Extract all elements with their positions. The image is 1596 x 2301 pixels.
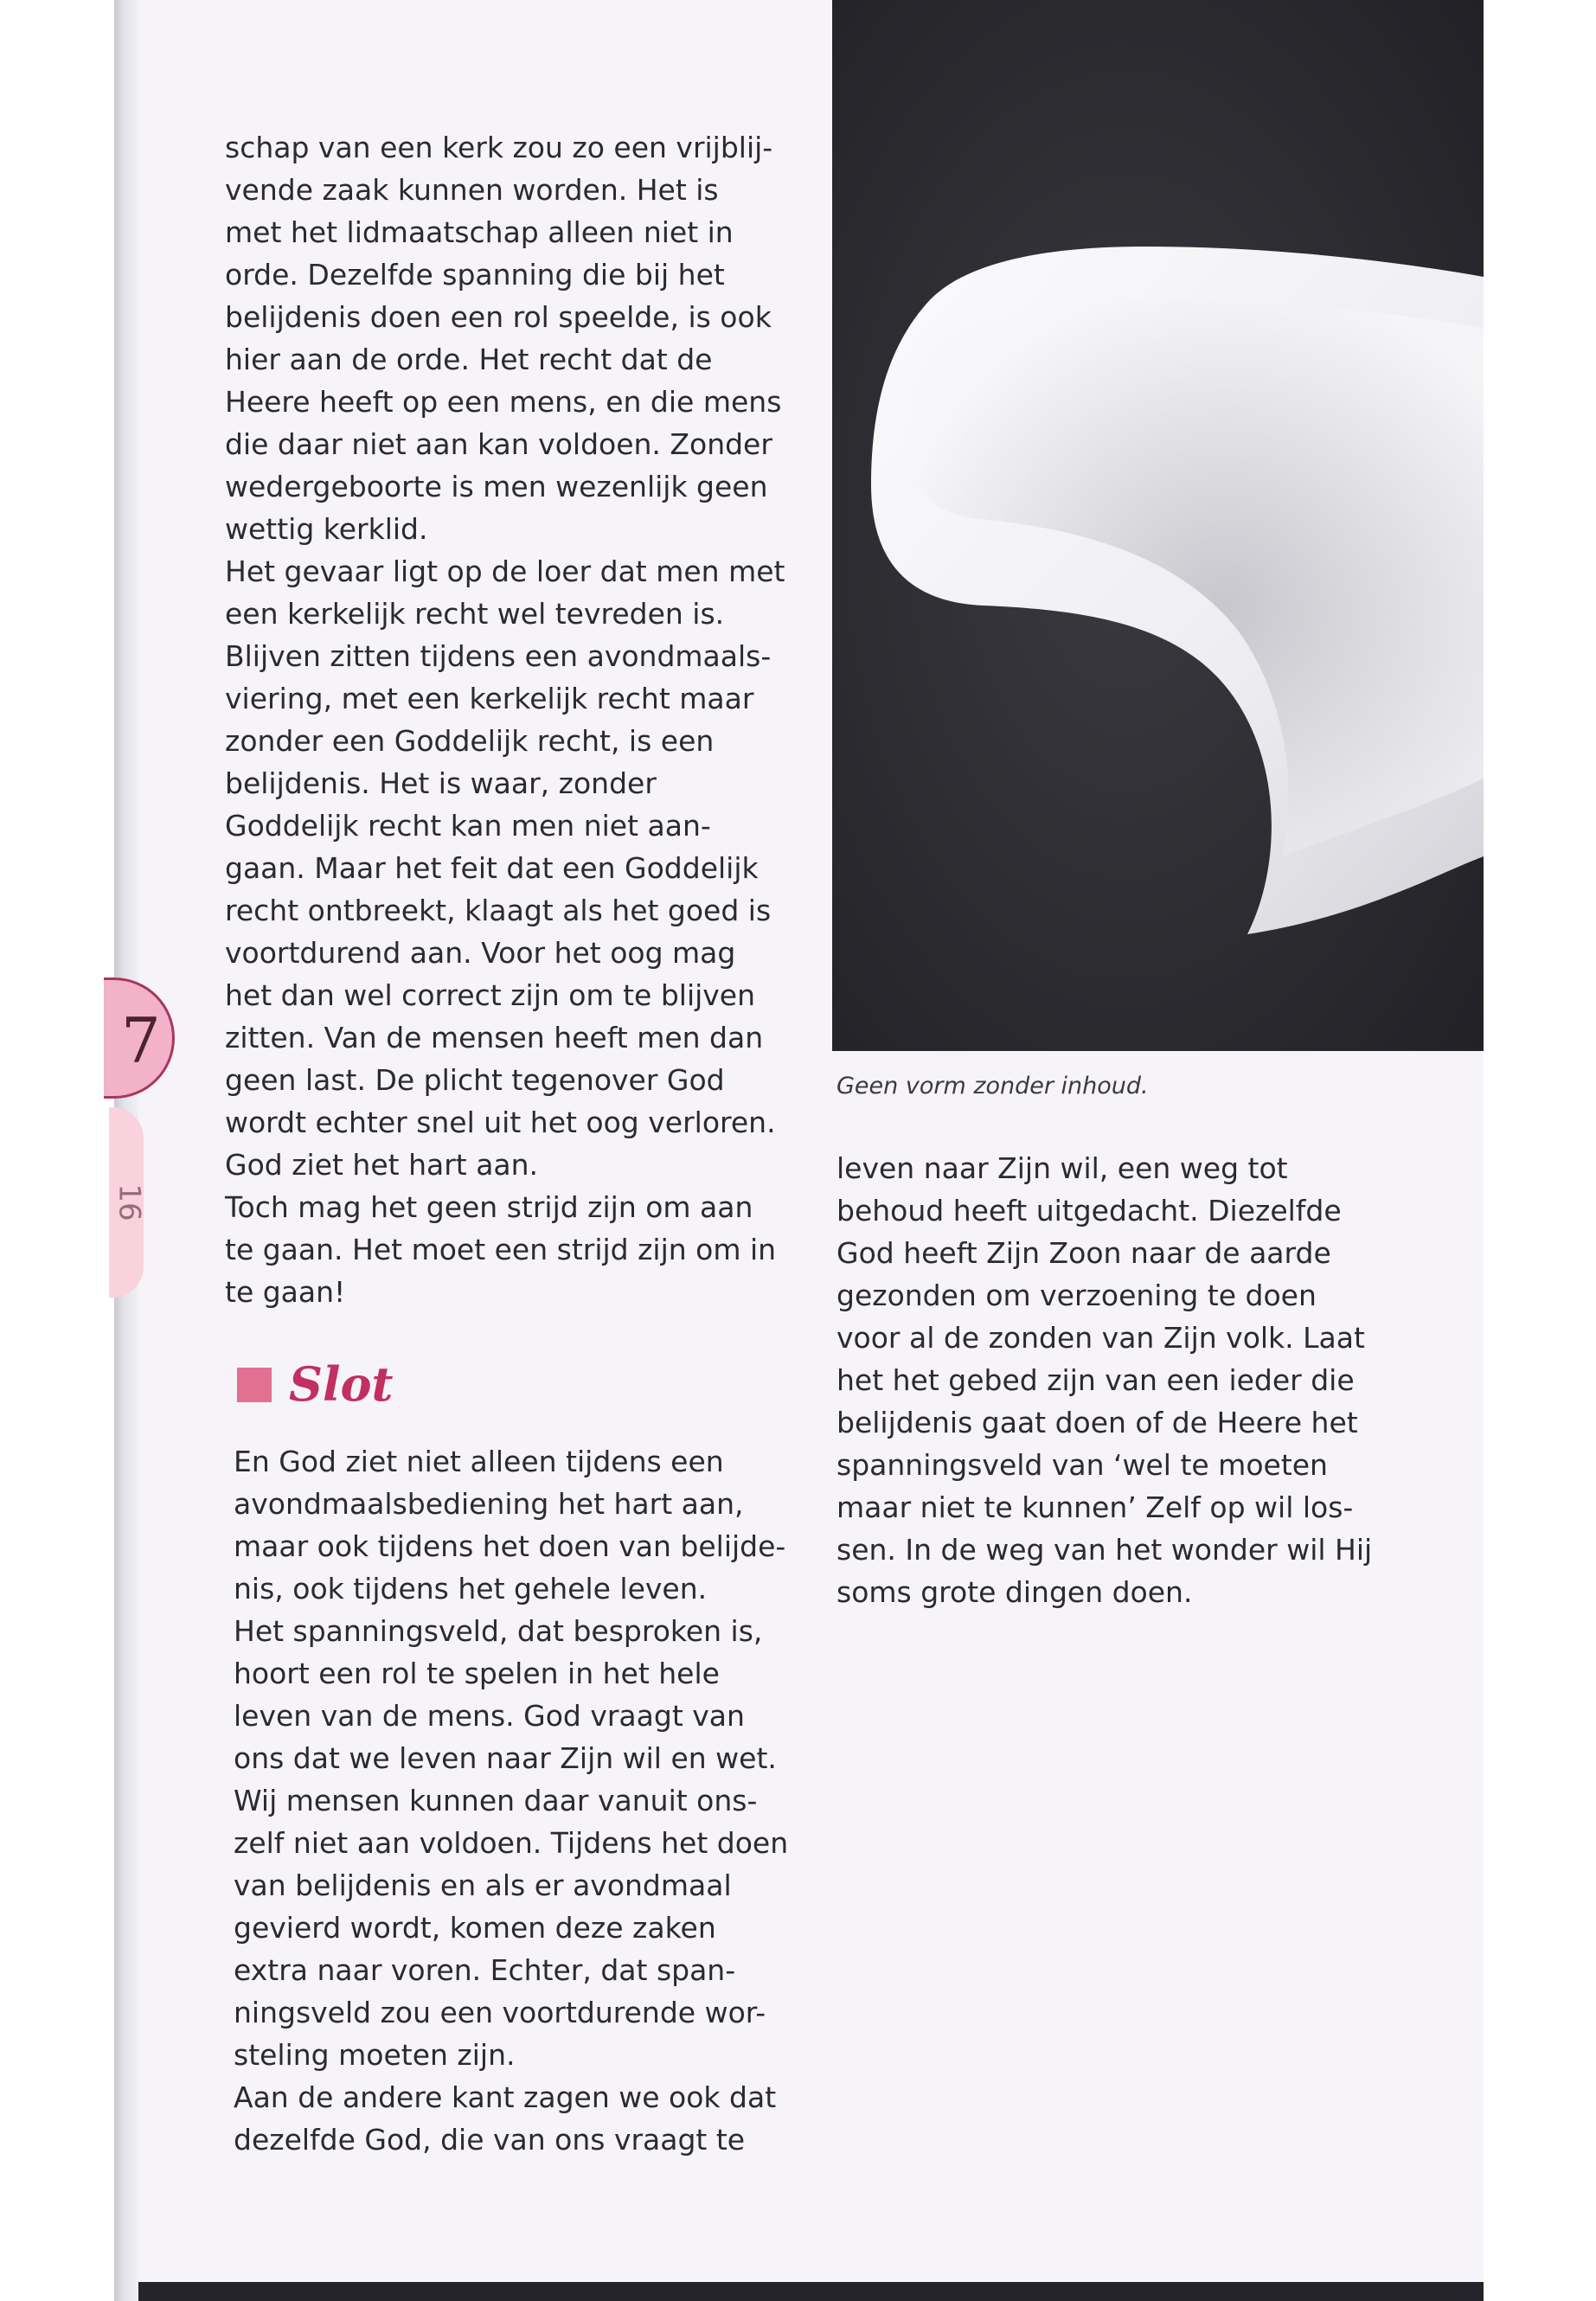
text-line: het het gebed zijn van een ieder die xyxy=(836,1363,1355,1397)
text-line: voor al de zonden van Zijn volk. Laat xyxy=(836,1321,1365,1355)
text-line: te gaan. Het moet een strijd zijn om in xyxy=(225,1233,777,1266)
text-line: spanningsveld van ‘wel te moeten xyxy=(836,1448,1328,1482)
text-line: maar ook tijdens het doen van belijde- xyxy=(234,1529,786,1563)
text-line: Aan de andere kant zagen we ook dat xyxy=(234,2080,777,2114)
text-line: vende zaak kunnen worden. Het is xyxy=(225,173,719,207)
text-line: een kerkelijk recht wel tevreden is. xyxy=(225,597,725,631)
text-line: soms grote dingen doen. xyxy=(836,1575,1193,1609)
text-line: extra naar voren. Echter, dat span- xyxy=(234,1953,736,1987)
text-line: schap van een kerk zou zo een vrijblij- xyxy=(225,131,773,164)
text-line: leven van de mens. God vraagt van xyxy=(234,1699,745,1733)
text-line: God ziet het hart aan. xyxy=(225,1148,539,1182)
text-line: belijdenis doen een rol speelde, is ook xyxy=(225,300,772,334)
text-line: het dan wel correct zijn om te blijven xyxy=(225,978,756,1012)
text-line: wettig kerklid. xyxy=(225,512,428,546)
text-line: hier aan de orde. Het recht dat de xyxy=(225,343,713,376)
text-line: hoort een rol te spelen in het hele xyxy=(234,1657,720,1690)
text-line: Goddelijk recht kan men niet aan- xyxy=(225,809,711,843)
text-line: van belijdenis en als er avondmaal xyxy=(234,1868,732,1902)
text-line: dezelfde God, die van ons vraagt te xyxy=(234,2123,746,2157)
text-line: recht ontbreekt, klaagt als het goed is xyxy=(225,894,772,927)
right-scan-margin xyxy=(1484,0,1596,2301)
text-line: zonder een Goddelijk recht, is een xyxy=(225,724,715,758)
text-line: En God ziet niet alleen tijdens een xyxy=(234,1445,724,1478)
text-line: behoud heeft uitgedacht. Diezelfde xyxy=(836,1194,1342,1227)
text-line: geen last. De plicht tegenover God xyxy=(225,1063,725,1097)
text-line: belijdenis gaat doen of de Heere het xyxy=(836,1406,1358,1439)
text-line: viering, met een kerkelijk recht maar xyxy=(225,682,754,715)
text-line: voortdurend aan. Voor het oog mag xyxy=(225,936,736,970)
text-line: gaan. Maar het feit dat een Goddelijk xyxy=(225,851,759,885)
heading-square-marker xyxy=(237,1368,272,1402)
white-curled-object-photo xyxy=(832,0,1484,1051)
text-line: zelf niet aan voldoen. Tijdens het doen xyxy=(234,1826,789,1860)
text-column-left-bottom xyxy=(234,1440,788,2161)
text-line: sen. In de weg van het wonder wil Hij xyxy=(836,1533,1373,1567)
text-line: Heere heeft op een mens, en die mens xyxy=(225,385,782,419)
secondary-page-number: 16 xyxy=(112,1183,147,1221)
text-line: avondmaalsbediening het hart aan, xyxy=(234,1487,744,1521)
text-line: met het lidmaatschap alleen niet in xyxy=(225,215,734,249)
text-line: ons dat we leven naar Zijn wil en wet. xyxy=(234,1741,777,1775)
text-line: Wij mensen kunnen daar vanuit ons- xyxy=(234,1784,758,1817)
section-heading-label: Slot xyxy=(289,1356,394,1412)
text-line: die daar niet aan kan voldoen. Zonder xyxy=(225,427,772,461)
text-line: gevierd wordt, komen deze zaken xyxy=(234,1911,716,1945)
text-column-right xyxy=(836,1147,1372,1613)
text-column-left-top xyxy=(225,126,785,1313)
text-line: Blijven zitten tijdens een avondmaals- xyxy=(225,639,772,673)
photo-caption: Geen vorm zonder inhoud. xyxy=(836,1073,1149,1099)
text-line: Toch mag het geen strijd zijn om aan xyxy=(225,1190,753,1224)
text-line: maar niet te kunnen’ Zelf op wil los- xyxy=(836,1490,1354,1524)
text-line: Het spanningsveld, dat besproken is, xyxy=(234,1614,763,1648)
text-line: te gaan! xyxy=(225,1275,346,1309)
text-line: orde. Dezelfde spanning die bij het xyxy=(225,258,725,292)
text-line: wedergeboorte is men wezenlijk geen xyxy=(225,470,768,503)
text-line: belijdenis. Het is waar, zonder xyxy=(225,766,657,800)
margin-tab-secondary xyxy=(109,1107,147,1298)
text-line: Het gevaar ligt op de loer dat men met xyxy=(225,554,785,588)
bottom-edge-strip xyxy=(138,2282,1484,2301)
text-line: gezonden om verzoening te doen xyxy=(836,1279,1317,1312)
page-number: 7 xyxy=(121,1004,161,1077)
text-line: zitten. Van de mensen heeft men dan xyxy=(225,1021,764,1054)
text-line: nis, ook tijdens het gehele leven. xyxy=(234,1572,708,1606)
text-line: wordt echter snel uit het oog verloren. xyxy=(225,1106,776,1139)
left-scan-margin xyxy=(0,0,114,2301)
text-line: leven naar Zijn wil, een weg tot xyxy=(836,1151,1288,1185)
text-line: ningsveld zou een voortdurende wor- xyxy=(234,1996,766,2029)
text-line: steling moeten zijn. xyxy=(234,2038,516,2072)
text-line: God heeft Zijn Zoon naar de aarde xyxy=(836,1236,1331,1270)
